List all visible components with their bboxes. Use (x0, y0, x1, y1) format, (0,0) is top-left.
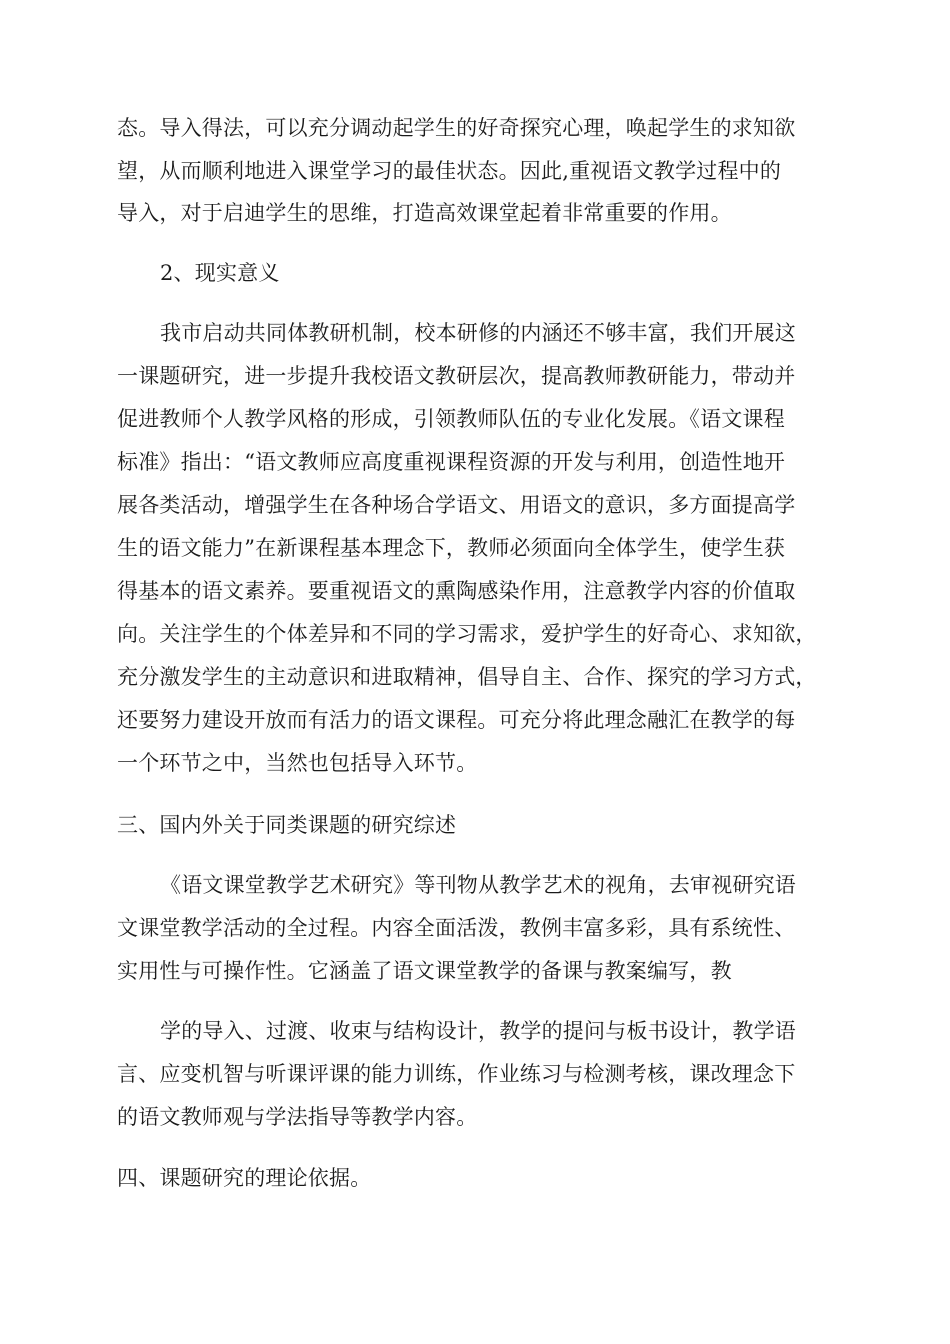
paragraph-line: 我市启动共同体教研机制，校本研修的内涵还不够丰富，我们开展这 (160, 321, 796, 345)
paragraph-line: 学的导入、过渡、收束与结构设计，教学的提问与板书设计，教学语 (160, 1019, 796, 1043)
paragraph-line: 望，从而顺利地进入课堂学习的最佳状态。因此,重视语文教学过程中的 (117, 159, 782, 183)
paragraph-line: 促进教师个人教学风格的形成，引领教师队伍的专业化发展。《语文课程 (117, 407, 785, 431)
paragraph-line: 态。导入得法，可以充分调动起学生的好奇探究心理，唤起学生的求知欲 (117, 116, 796, 140)
paragraph-line: 标准》指出：“语文教师应高度重视课程资源的开发与利用，创造性地开 (117, 450, 786, 474)
section-heading: 四、课题研究的理论依据。 (117, 1166, 372, 1190)
paragraph-line: 实用性与可操作性。它涵盖了语文课堂教学的备课与教案编写，教 (117, 959, 732, 983)
paragraph-line: 得基本的语文素养。要重视语文的熏陶感染作用，注意教学内容的价值取 (117, 579, 796, 603)
paragraph-line: 文课堂教学活动的全过程。内容全面活泼，教例丰富多彩，具有系统性、 (117, 916, 796, 940)
paragraph-line: 充分激发学生的主动意识和进取精神，倡导自主、合作、探究的学习方式， (117, 665, 817, 689)
paragraph-line: 展各类活动，增强学生在各种场合学语文、用语文的意识，多方面提高学 (117, 493, 796, 517)
paragraph-line: 生的语文能力”在新课程基本理念下，教师必须面向全体学生，使学生获 (117, 536, 786, 560)
paragraph-line: 向。关注学生的个体差异和不同的学习需求，爱护学生的好奇心、求知欲， (117, 622, 817, 646)
paragraph-line: 一课题研究，进一步提升我校语文教研层次，提高教师教研能力，带动并 (117, 364, 796, 388)
paragraph-line: 一个环节之中，当然也包括导入环节。 (117, 751, 478, 775)
section-heading: 2、现实意义 (160, 261, 280, 285)
section-heading: 三、国内外关于同类课题的研究综述 (117, 813, 457, 837)
paragraph-line: 《语文课堂教学艺术研究》等刊物从教学艺术的视角，去审视研究语 (160, 873, 796, 897)
paragraph-line: 还要努力建设开放而有活力的语文课程。可充分将此理念融汇在教学的每 (117, 708, 796, 732)
paragraph-line: 言、应变机智与听课评课的能力训练，作业练习与检测考核，课改理念下 (117, 1062, 796, 1086)
paragraph-line: 导入，对于启迪学生的思维，打造高效课堂起着非常重要的作用。 (117, 201, 732, 225)
paragraph-line: 的语文教师观与学法指导等教学内容。 (117, 1105, 478, 1129)
